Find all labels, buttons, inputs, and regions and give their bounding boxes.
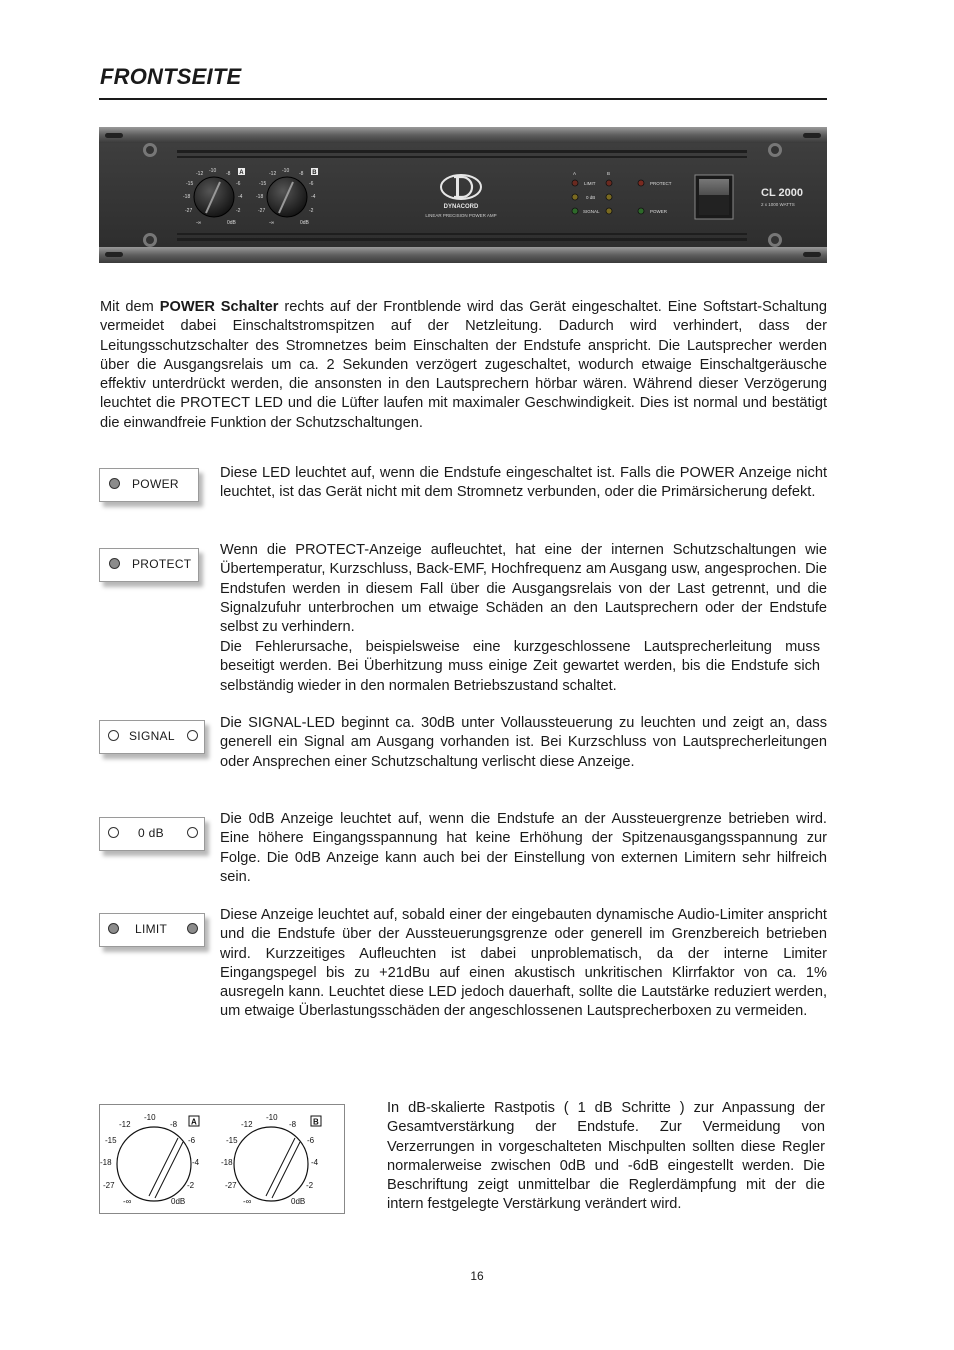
- panel-led-col-a: A: [573, 171, 577, 176]
- panel-scale-b-m18: -18: [256, 194, 264, 200]
- panel-scale-b-m10: -10: [282, 168, 290, 174]
- signal-indicator-legend: [99, 720, 205, 754]
- pot-scale-a-m8: -8: [170, 1120, 178, 1129]
- pot-scale-a-m6: -6: [188, 1136, 196, 1145]
- pot-scale-a-zero: 0dB: [171, 1197, 186, 1206]
- panel-scale-a-m8: -8: [226, 171, 231, 177]
- page-title: FRONTSEITE: [100, 64, 242, 89]
- panel-scale-a-m6: -6: [236, 181, 241, 187]
- pot-scale-a-m27: -27: [103, 1181, 115, 1190]
- pot-scale-b-m15: -15: [226, 1136, 238, 1145]
- panel-scale-b-m2: -2: [309, 208, 314, 214]
- zero-db-led-a-icon: [108, 827, 119, 838]
- zero-db-indicator-legend: [99, 817, 205, 851]
- led-power-icon: [638, 208, 644, 214]
- panel-led-label-protect: PROTECT: [650, 181, 672, 186]
- zero-db-led-b-icon: [187, 827, 198, 838]
- pot-scale-b-m4: -4: [311, 1158, 319, 1167]
- zero-db-label: 0 dB: [138, 826, 164, 840]
- rack-screw-top-right: [768, 143, 782, 157]
- intro-lead: Mit dem: [100, 299, 160, 315]
- pot-scale-b-inf: -∞: [243, 1197, 252, 1206]
- led-0db-b-icon: [606, 194, 612, 200]
- gain-pots-illustration: [99, 1104, 345, 1214]
- top-rail: [99, 127, 827, 143]
- pot-scale-a-m4: -4: [192, 1158, 200, 1167]
- panel-scale-a-zero: 0dB: [227, 220, 236, 226]
- panel-channel-a-badge: A: [239, 170, 244, 176]
- protect-description-1: Wenn die PROTECT-Anzeige aufleuchtet, hat eine der internen Schutzschaltungen wie Übertemperatur, Kurzschluss, Back-EMF, Hochfrequenz am Ausgang usw, angesprochen. Die Endstufen werden in diesem Fall über die Ausgangsrelais von der Last getrennt, und die Signalzufuhr unterbrochen um etwaige Schäden an den Lautsprechern oder der Endstufe selbst zu verhindern.: [220, 542, 827, 636]
- panel-scale-b-m8: -8: [299, 171, 304, 177]
- pot-scale-b-m8: -8: [289, 1120, 297, 1129]
- pot-scale-a-m18: -18: [100, 1158, 112, 1167]
- limit-label: LIMIT: [135, 922, 168, 936]
- rack-screw-top-left: [143, 143, 157, 157]
- power-led-icon: [109, 478, 120, 489]
- panel-scale-a-m4: -4: [238, 194, 243, 200]
- panel-scale-b-m12: -12: [269, 171, 277, 177]
- intro-paragraph: [100, 298, 827, 433]
- led-limit-b-icon: [606, 180, 612, 186]
- pot-scale-b-m6: -6: [307, 1136, 315, 1145]
- power-label: POWER: [132, 477, 179, 491]
- intro-rest: rechts auf der Frontblende wird das Gerät eingeschaltet. Eine Softstart-Schaltung vermeidet dabei Einschaltstromspitzen auf der Netzleitung. Dadurch wird verhindert, dass der Leitungsschutzschalter des Stromnetzes beim Einschalten der Endstufe anspricht. Die Lautsprecher werden über die Ausgangsrelais um ca. 2 Sekunden verzögert zugeschaltet, wodurch etwaige Einschaltgeräusche effektiv unterdrückt werden, die ansonsten in den Lautsprechern hörbar wären. Während dieser Verzögerung leuchtet die PROTECT LED und die Lüfter laufen mit maximaler Geschwindigkeit. Dies ist normal und bestätigt die einwandfreie Funktion der Schutzschaltungen.: [100, 299, 828, 431]
- panel-scale-a-m18: -18: [183, 194, 191, 200]
- power-description: Diese LED leuchtet auf, wenn die Endstufe eingeschaltet ist. Falls die POWER Anzeige nicht leuchtet, ist das Gerät nicht mit dem Stromnetz verbunden, oder die Primärsicherung defekt.: [220, 465, 827, 501]
- limit-led-b-icon: [187, 923, 198, 934]
- panel-led-label-limit: LIMIT: [584, 181, 596, 186]
- power-switch[interactable]: [695, 175, 733, 219]
- pot-scale-b-m27: -27: [225, 1181, 237, 1190]
- protect-description-2: Die Fehlerursache, beispielsweise eine kurzgeschlossene Lautsprecherleitung muss beseitigt werden. Bei Überhitzung muss einige Zeit gewartet werden, bis die Endstufe sich selbständig wieder in den normalen Betriebszustand schaltet.: [220, 639, 820, 694]
- panel-led-label-0db: 0 dB: [586, 195, 596, 200]
- power-indicator-legend: [99, 468, 199, 502]
- panel-scale-b-inf: -∞: [269, 220, 275, 226]
- pot-scale-b-m18: -18: [221, 1158, 233, 1167]
- led-protect-icon: [638, 180, 644, 186]
- pot-scale-b-m2: -2: [306, 1181, 314, 1190]
- protect-led-icon: [109, 558, 120, 569]
- rack-screw-bottom-right: [768, 233, 782, 247]
- gain-knob-b[interactable]: [267, 177, 307, 217]
- panel-scale-a-inf: -∞: [196, 220, 202, 226]
- title-rule: [99, 98, 827, 100]
- bottom-rail: [99, 247, 827, 263]
- panel-led-label-signal: SIGNAL: [583, 209, 600, 214]
- protect-label: PROTECT: [132, 557, 192, 571]
- limit-led-a-icon: [108, 923, 119, 934]
- led-limit-a-icon: [572, 180, 578, 186]
- panel-model: CL 2000: [761, 187, 803, 199]
- panel-led-col-b: B: [607, 171, 611, 176]
- led-0db-a-icon: [572, 194, 578, 200]
- pot-channel-b-badge: B: [313, 1117, 319, 1127]
- pot-scale-a-inf: -∞: [123, 1197, 132, 1206]
- panel-scale-b-zero: 0dB: [300, 220, 309, 226]
- amplifier-front-panel: [99, 127, 827, 263]
- panel-led-label-power: POWER: [650, 209, 668, 214]
- pot-scale-a-m12: -12: [119, 1120, 131, 1129]
- signal-led-b-icon: [187, 730, 198, 741]
- panel-scale-b-m6: -6: [309, 181, 314, 187]
- limit-description: Diese Anzeige leuchtet auf, sobald einer der eingebauten dynamische Audio-Limiter anspricht und die Endstufe über der Aussteuerungsgrenze oder generell im Grenzbereich betrieben wird. Kurzzeitiges Aufleuchten ist dabei unproblematisch, da der interne Limiter Eingangspegel bis zu +21dBu auf einen akustisch unkritischen Klirrfaktor von ca. 1% ausregeln kann. Leuchtet diese LED jedoch dauerhaft, sollte die Lautstärke reduziert werden, um etwaige Überlastungsschäden der angeschlossenen Lautsprecherboxen zu vermeiden.: [220, 907, 827, 1020]
- pot-scale-b-zero: 0dB: [291, 1197, 306, 1206]
- panel-scale-b-m4: -4: [311, 194, 316, 200]
- pot-scale-b-m10: -10: [266, 1113, 278, 1122]
- rack-screw-bottom-left: [143, 233, 157, 247]
- pots-description: In dB-skalierte Rastpotis ( 1 dB Schritte ) zur Anpassung der Gesamtverstärkung der Endstufe. Zur Vermeidung von Verzerrungen in vorgeschalteten Mischpulten sollten diese Regler normalerweise zwischen 0dB und -6dB eingestellt werden. Die Beschriftung zeigt unmittelbar die Reglerdämpfung mit der die intern festgelegte Verstärkung verändert wird.: [387, 1100, 825, 1213]
- intro-bold: POWER Schalter: [159, 299, 279, 315]
- zero-db-description: Die 0dB Anzeige leuchtet auf, wenn die Endstufe an der Aussteuergrenze betrieben wird. Eine höhere Eingangsspannung hat keine Erhöhung der Spitzenausgangsspannung zur Folge. Die 0dB Anzeige kann auch bei der Einstellung von externen Limitern sehr hilfreich sein.: [220, 811, 827, 885]
- protect-indicator-legend: [99, 548, 199, 582]
- signal-description: Die SIGNAL-LED beginnt ca. 30dB unter Vollaussteuerung zu leuchten und zeigt an, dass generell ein Signal am Ausgang vorhanden ist. Bei Kurzschluss von Lautsprecherleitungen oder Ansprechen einer Schutzschaltung verlischt diese Anzeige.: [220, 715, 827, 770]
- panel-scale-a-m2: -2: [236, 208, 241, 214]
- panel-scale-b-m15: -15: [259, 181, 267, 187]
- led-signal-b-icon: [606, 208, 612, 214]
- panel-tagline: LINEAR PRECISION POWER AMP: [425, 213, 497, 218]
- panel-power-spec: 2 x 1000 WATTS: [761, 202, 795, 207]
- pot-channel-a-badge: A: [191, 1117, 197, 1127]
- pot-scale-a-m2: -2: [187, 1181, 195, 1190]
- panel-channel-b-badge: B: [312, 170, 317, 176]
- panel-scale-a-m12: -12: [196, 171, 204, 177]
- gain-knob-a[interactable]: [194, 177, 234, 217]
- limit-indicator-legend: [99, 913, 205, 947]
- led-signal-a-icon: [572, 208, 578, 214]
- pot-scale-a-m10: -10: [144, 1113, 156, 1122]
- panel-scale-a-m15: -15: [186, 181, 194, 187]
- panel-scale-a-m10: -10: [209, 168, 217, 174]
- page-number: 16: [470, 1269, 484, 1283]
- signal-label: SIGNAL: [129, 729, 175, 743]
- pot-scale-b-m12: -12: [241, 1120, 253, 1129]
- panel-scale-a-m27: -27: [185, 208, 193, 214]
- panel-brand: DYNACORD: [443, 204, 479, 210]
- signal-led-a-icon: [108, 730, 119, 741]
- pot-scale-a-m15: -15: [105, 1136, 117, 1145]
- panel-scale-b-m27: -27: [258, 208, 266, 214]
